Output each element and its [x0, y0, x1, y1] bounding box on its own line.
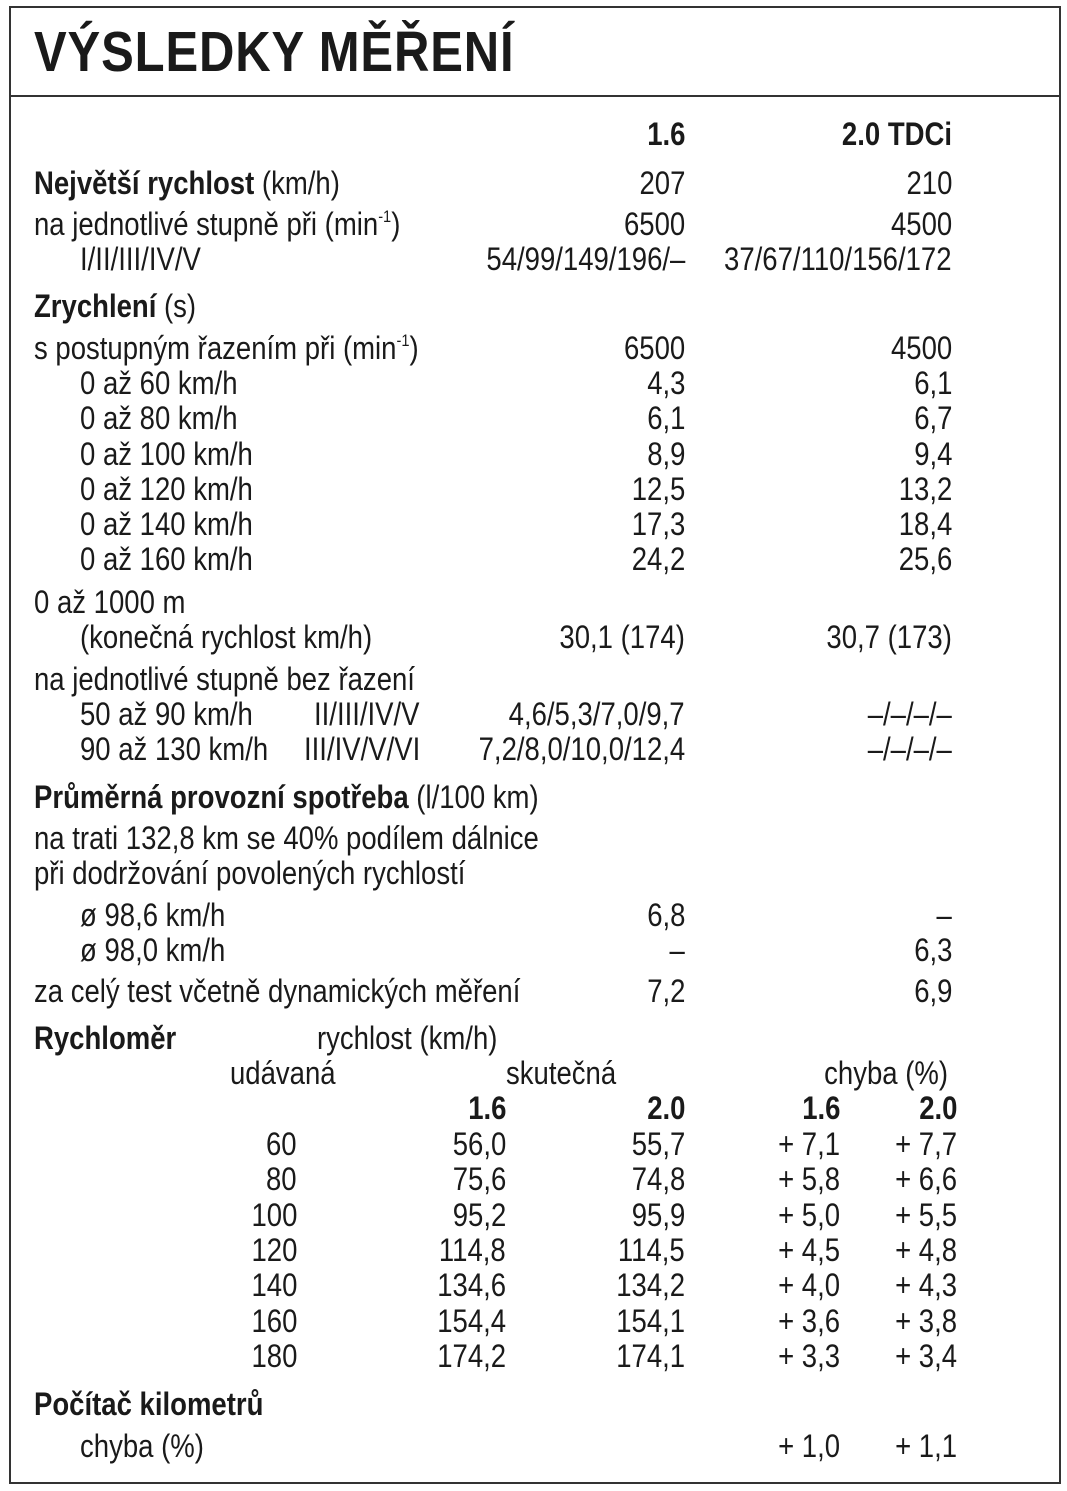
page-title: VÝSLEDKY MĚŘENÍ	[34, 20, 515, 84]
consumption-heading: Průměrná provozní spotřeba (l/100 km)	[34, 779, 539, 815]
elasticity-row-value-1-6: 7,2/8,0/10,0/12,4	[478, 731, 685, 767]
speedo-actual-2-0: 55,7	[631, 1126, 685, 1162]
speedo-error-2-0: + 3,8	[895, 1303, 957, 1339]
speedo-error-2-0: + 4,8	[895, 1232, 957, 1268]
accel-row-value-1-6: 4,3	[646, 365, 685, 401]
speedo-indicated: 120	[251, 1232, 297, 1268]
top-speed-heading: Největší rychlost (km/h)	[34, 165, 340, 201]
accel-row-label: 0 až 80 km/h	[80, 400, 238, 436]
accel-row-value-1-6: 8,9	[646, 436, 685, 472]
speedo-error-2-0: + 4,3	[895, 1267, 957, 1303]
speedo-actual-1-6: 75,6	[452, 1161, 506, 1197]
speedo-error-1-6: + 5,0	[778, 1197, 840, 1233]
accel-row-value-1-6: 17,3	[631, 506, 685, 542]
elasticity-row-value-2-0: –/–/–/–	[867, 731, 952, 767]
speedometer-indicated-header: udávaná	[230, 1055, 336, 1091]
elasticity-row-value-2-0: –/–/–/–	[867, 696, 952, 732]
column-header-2-0-tdci: 2.0 TDCi	[841, 116, 952, 152]
shift-rpm-2-0: 4500	[890, 330, 952, 366]
accel-row-value-1-6: 24,2	[631, 541, 685, 577]
speedo-actual-1-6: 95,2	[452, 1197, 506, 1233]
speedo-indicated: 80	[266, 1161, 297, 1197]
odometer-error-label: chyba (%)	[80, 1428, 204, 1464]
consumption-row-label: ø 98,6 km/h	[80, 897, 226, 933]
speedo-actual-1-6: 154,4	[437, 1303, 506, 1339]
kilometer-label: 0 až 1000 m	[34, 584, 186, 620]
accel-row-label: 0 až 100 km/h	[80, 436, 253, 472]
accel-row-label: 0 až 160 km/h	[80, 541, 253, 577]
speedo-error-1-6: + 4,0	[778, 1267, 840, 1303]
speedo-error-2-0: + 5,5	[895, 1197, 957, 1233]
elasticity-row-value-1-6: 4,6/5,3/7,0/9,7	[509, 696, 685, 732]
elasticity-row-gears: III/IV/V/VI	[304, 731, 421, 767]
speedo-indicated: 160	[251, 1303, 297, 1339]
speedo-error-1-6: + 5,8	[778, 1161, 840, 1197]
speedo-indicated: 100	[251, 1197, 297, 1233]
speedo-indicated: 140	[251, 1267, 297, 1303]
odometer-error-2-0: + 1,1	[895, 1428, 957, 1464]
speedometer-heading: Rychloměr	[34, 1020, 177, 1056]
accel-row-label: 0 až 60 km/h	[80, 365, 238, 401]
accel-row-value-1-6: 6,1	[646, 400, 685, 436]
speedometer-error-2-0-header: 2.0	[918, 1090, 957, 1126]
speedo-error-1-6: + 7,1	[778, 1126, 840, 1162]
consumption-line-2: při dodržování povolených rychlostí	[34, 855, 466, 891]
accel-row-value-2-0: 13,2	[898, 471, 952, 507]
consumption-row-value-2-0: –	[936, 897, 952, 933]
header-divider	[9, 95, 1061, 97]
speedo-actual-2-0: 174,1	[616, 1338, 685, 1374]
gears-rpm-label: na jednotlivé stupně při $(\min^{-1})$	[34, 206, 401, 242]
speedometer-error-1-6-header: 1.6	[801, 1090, 840, 1126]
elasticity-row-label: 90 až 130 km/h	[80, 731, 269, 767]
speedo-actual-2-0: 95,9	[631, 1197, 685, 1233]
shift-rpm-1-6: 6500	[623, 330, 685, 366]
elasticity-label: na jednotlivé stupně bez řazení	[34, 661, 415, 697]
kilometer-sublabel: (konečná rychlost km/h)	[80, 619, 373, 655]
speedo-actual-1-6: 174,2	[437, 1338, 506, 1374]
speedo-indicated: 60	[266, 1126, 297, 1162]
column-header-1-6: 1.6	[646, 116, 685, 152]
speedometer-actual-header: skutečná	[506, 1055, 617, 1091]
speedo-indicated: 180	[251, 1338, 297, 1374]
consumption-total-1-6: 7,2	[646, 973, 685, 1009]
accel-row-value-2-0: 6,1	[913, 365, 952, 401]
consumption-row-value-2-0: 6,3	[913, 932, 952, 968]
speedo-actual-1-6: 114,8	[439, 1232, 506, 1268]
accel-row-value-2-0: 18,4	[898, 506, 952, 542]
accel-row-label: 0 až 140 km/h	[80, 506, 253, 542]
speedo-error-2-0: + 6,6	[895, 1161, 957, 1197]
consumption-row-value-1-6: 6,8	[646, 897, 685, 933]
gears-names: I/II/III/IV/V	[80, 241, 201, 277]
speedo-actual-2-0: 154,1	[616, 1303, 685, 1339]
speedo-actual-2-0: 134,2	[616, 1267, 685, 1303]
gears-speeds-2-0: 37/67/110/156/172	[724, 241, 952, 277]
speedometer-actual-1-6-header: 1.6	[467, 1090, 506, 1126]
gears-rpm-2-0: 4500	[890, 206, 952, 242]
speedo-error-1-6: + 3,3	[778, 1338, 840, 1374]
shift-rpm-label: s postupným řazením při $(\min^{-1})$	[34, 330, 419, 366]
kilometer-value-2-0: 30,7 (173)	[826, 619, 952, 655]
speedometer-error-header: chyba (%)	[824, 1055, 948, 1091]
odometer-error-1-6: + 1,0	[778, 1428, 840, 1464]
accel-row-value-2-0: 6,7	[913, 400, 952, 436]
consumption-row-label: ø 98,0 km/h	[80, 932, 226, 968]
kilometer-value-1-6: 30,1 (174)	[559, 619, 685, 655]
accel-row-value-2-0: 9,4	[913, 436, 952, 472]
accel-row-value-1-6: 12,5	[631, 471, 685, 507]
gears-rpm-1-6: 6500	[623, 206, 685, 242]
top-speed-value-2-0: 210	[906, 165, 952, 201]
speedo-actual-2-0: 74,8	[631, 1161, 685, 1197]
speedometer-actual-2-0-header: 2.0	[646, 1090, 685, 1126]
top-speed-value-1-6: 207	[639, 165, 685, 201]
speedo-error-2-0: + 3,4	[895, 1338, 957, 1374]
odometer-heading: Počítač kilometrů	[34, 1386, 264, 1422]
speedo-actual-1-6: 134,6	[437, 1267, 506, 1303]
speedo-error-1-6: + 3,6	[778, 1303, 840, 1339]
accel-row-value-2-0: 25,6	[898, 541, 952, 577]
consumption-total-label: za celý test včetně dynamických měření	[34, 973, 521, 1009]
speedo-actual-2-0: 114,5	[618, 1232, 685, 1268]
speedo-actual-1-6: 56,0	[452, 1126, 506, 1162]
consumption-row-value-1-6: –	[669, 932, 685, 968]
consumption-total-2-0: 6,9	[913, 973, 952, 1009]
gears-speeds-1-6: 54/99/149/196/–	[486, 241, 685, 277]
accel-row-label: 0 až 120 km/h	[80, 471, 253, 507]
speedometer-speed-label: rychlost (km/h)	[317, 1020, 498, 1056]
speedo-error-2-0: + 7,7	[895, 1126, 957, 1162]
elasticity-row-gears: II/III/IV/V	[314, 696, 420, 732]
consumption-line-1: na trati 132,8 km se 40% podílem dálnice	[34, 820, 539, 856]
speedo-error-1-6: + 4,5	[778, 1232, 840, 1268]
acceleration-heading: Zrychlení (s)	[34, 288, 197, 324]
elasticity-row-label: 50 až 90 km/h	[80, 696, 253, 732]
